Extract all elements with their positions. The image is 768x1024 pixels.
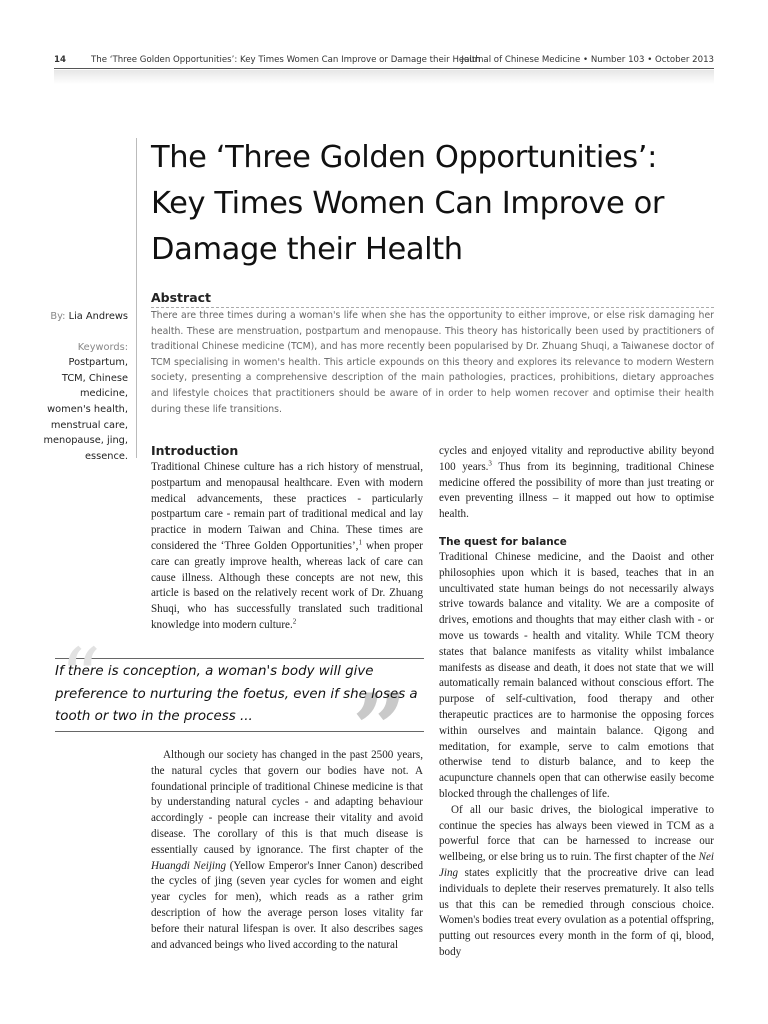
paragraph-part: (Yellow Emperor's Inner Canon) described the cycles of jing (seven year cycles for women and eight year cycles for men), which reads as a rather grim description of how the average person loses vitality far before their natural lifespan is over. It also describes sages and advanced beings who lived according to the natural bbox=[151, 859, 424, 951]
pull-quote-top-rule bbox=[55, 658, 424, 659]
keywords-label: Keywords: bbox=[77, 341, 128, 353]
title-line-3: Damage their Health bbox=[151, 232, 463, 267]
introduction-text bbox=[151, 460, 423, 634]
paragraph-part: Although our society has changed in the past 2500 years, the natural cycles that govern our bodies have not. A foundational principle of traditional Chinese medicine is that by understanding natural cycles - and adapting behaviour accordingly - people can increase their vitality and avoid disease. The corollary of this is that much disease is essentially caused by ignorance. The first chapter of the bbox=[151, 749, 423, 856]
paragraph-part: states explicitly that the procreative drive can lead individuals to deplete their reserves prematurely. It also tells us that this can be remedied through conscious choice. Women's bodies treat every ovulation as a potential offspring, putting out resources every month in the form of qi, blood, body bbox=[439, 866, 714, 958]
page-number: 14 bbox=[54, 55, 66, 65]
book-title: Huangdi Neijing bbox=[151, 859, 227, 872]
keyword-line: women's health, bbox=[47, 403, 128, 415]
author-sidebar bbox=[30, 309, 128, 464]
pull-quote-bottom-rule bbox=[55, 731, 424, 732]
abstract-text: There are three times during a woman's life when she has the opportunity to either improve, or else risk damaging her health. These are menstruation, postpartum and menopause. This theory has historically been used by practitioners of traditional Chinese medicine (TCM), and has more recently been popularised by Dr. Zhuang Shuqi, a Taiwanese doctor of TCM specialising in women's health. This article expounds on this theory and explores its relevance to modern Western society, presenting a comprehensive description of the main pathologies, practices, prohibitions, dietary approaches and lifestyle choices that practitioners should be aware of in order to help women recover and optimise their health during these life transitions. bbox=[151, 310, 714, 415]
title-line-1: The ‘Three Golden Opportunities’: bbox=[151, 140, 657, 175]
running-title: The ‘Three Golden Opportunities’: Key Times Women Can Improve or Damage their Health bbox=[91, 55, 481, 65]
author-name: Lia Andrews bbox=[68, 311, 128, 322]
introduction-heading: Introduction bbox=[151, 443, 239, 458]
journal-info: Journal of Chinese Medicine • Number 103 • October 2013 bbox=[461, 55, 714, 65]
intro-text-part: Traditional Chinese culture has a rich history of menstrual, postpartum and menopausal healthcare. Even with modern medical advancements, these practices - particularly postpartum care - remain part of traditional medical and lay practice in modern Taiwan and China. These times are considered the ‘Three Golden Opportunities’, bbox=[151, 461, 423, 552]
abstract-heading: Abstract bbox=[151, 290, 212, 305]
close-quote-mark: ” bbox=[352, 673, 408, 786]
by-label: By: bbox=[50, 311, 66, 322]
reference-mark: 2 bbox=[292, 617, 297, 626]
title-line-2: Key Times Women Can Improve or bbox=[151, 186, 665, 221]
reference-mark: 1 bbox=[358, 538, 362, 547]
intro-text-part: when proper care can greatly improve health, whereas lack of care can cause illness. Although these concepts are not new, this article is based on the relatively recent work of Dr. Zhuang Shuqi, who has successfully translated such traditional knowledge into modern culture. bbox=[151, 539, 424, 631]
running-header bbox=[54, 55, 714, 67]
article-title bbox=[151, 135, 731, 273]
keyword-line: menopause, jing, bbox=[43, 435, 128, 447]
column1-paragraph bbox=[151, 748, 423, 953]
pull-quote: If there is conception, a woman's body will give preference to nurturing the foetus, even if she loses a tooth or two in the process ... bbox=[55, 664, 418, 725]
byline bbox=[30, 309, 128, 325]
column2-body bbox=[439, 550, 714, 961]
column2-paragraph-2: Traditional Chinese medicine, and the Daoist and other philosophies upon which it is based, teaches that in an uncultivated state human beings do not necessarily always strive towards balance and vitality. We are a composite of drives, emotions and thoughts that may either clash with - or move us towards - health and vitality. While TCM theory states that balance manifests as vitality whilst imbalance manifests as disease and death, it does not state that we will automatically remain balanced without conscious effort. The purpose of self-cultivation, food therapy and other therapeutic practices are to harmonise the opposing forces within ourselves and maintain balance. Qigong and meditation, for example, serve to calm emotions that otherwise tend to disturb balance, and to keep the acupuncture channels open that can otherwise easily become blocked through the challenges of life. bbox=[439, 551, 714, 800]
paragraph-part: cycles and enjoyed vitality and reproductive ability beyond 100 years. bbox=[439, 445, 714, 473]
keyword-line: TCM, Chinese bbox=[61, 372, 128, 384]
title-divider bbox=[136, 138, 137, 458]
paragraph-part: Thus from its beginning, traditional Chinese medicine offered the possibility of more than just treating or even preventing illness – it mapped out how to optimise health. bbox=[439, 460, 714, 521]
keyword-line: essence. bbox=[84, 450, 128, 462]
book-title: Nei Jing bbox=[439, 851, 714, 879]
keyword-line: Postpartum, bbox=[68, 357, 128, 369]
reference-mark: 3 bbox=[488, 459, 492, 468]
keyword-line: medicine, bbox=[80, 388, 128, 400]
header-band bbox=[54, 70, 714, 84]
column2-paragraph-3 bbox=[439, 803, 714, 961]
paragraph-part: Of all our basic drives, the biological imperative to continue the species has always been viewed in TCM as a powerful force that can be harnessed to increase our wellbeing, or else bring us to ruin. The first chapter of the bbox=[439, 803, 714, 864]
open-quote-mark: “ bbox=[60, 631, 101, 724]
keyword-line: menstrual care, bbox=[50, 419, 128, 431]
column2-paragraph-1 bbox=[439, 444, 714, 523]
header-rule bbox=[54, 68, 714, 69]
quest-for-balance-heading: The quest for balance bbox=[439, 536, 567, 548]
